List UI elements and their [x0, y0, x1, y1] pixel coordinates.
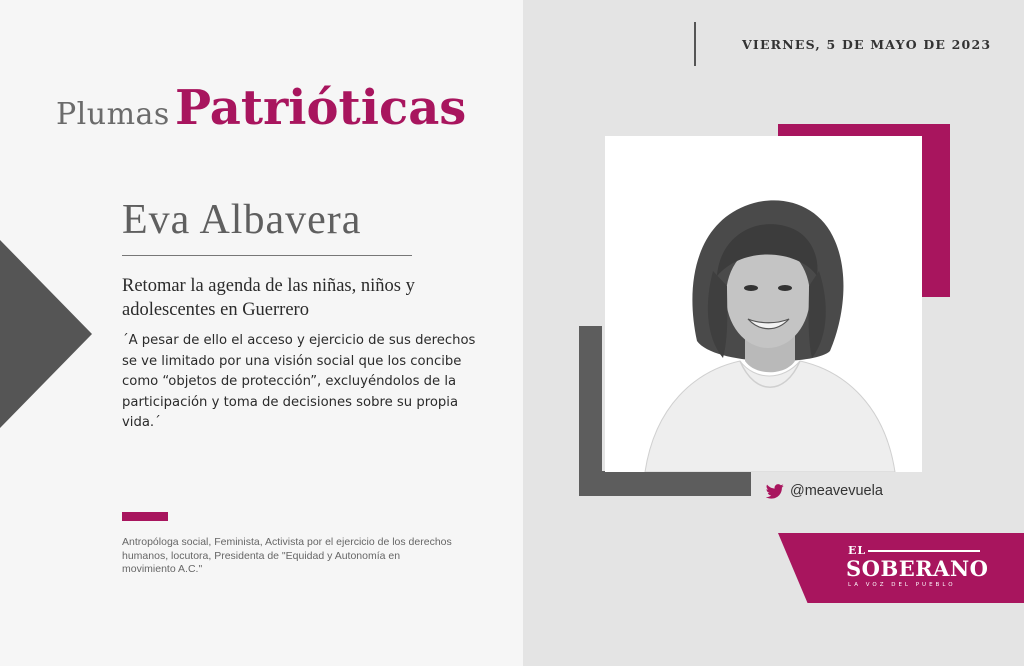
logo-tagline: LA VOZ DEL PUEBLO: [848, 582, 956, 588]
publication-date: VIERNES, 5 DE MAYO DE 2023: [742, 37, 992, 52]
twitter-bird-icon: [766, 484, 784, 499]
decorative-triangle: [0, 240, 92, 428]
article-headline: Retomar la agenda de las niñas, niños y adolescentes en Guerrero: [122, 276, 415, 320]
twitter-handle-row[interactable]: [766, 483, 883, 499]
author-name: Eva Albavera: [122, 197, 362, 243]
column-title: [56, 80, 466, 136]
article-quote: ´A pesar de ello el acceso y ejercicio de sus derechos se ve limitado por una visión social que los concibe como “objetos de protección”, excluyéndolos de la participación y toma de decisiones sobre su propia vida.´: [122, 333, 476, 430]
author-portrait-illustration: [605, 136, 922, 472]
author-bio: Antropóloga social, Feminista, Activista por el ejercicio de los derechos humanos, locutora, Presidenta de "Equidad y Autonomía en movimiento A.C.": [122, 536, 452, 575]
column-title-patrioticas: Patrióticas: [174, 80, 467, 136]
author-underline: [122, 255, 412, 256]
bio-accent-bar: [122, 512, 168, 521]
logo-rule: [868, 550, 980, 552]
author-photo: [605, 136, 922, 472]
twitter-handle-text: @meavevuela: [790, 483, 883, 499]
column-title-plumas: Plumas: [56, 97, 170, 132]
date-divider: [694, 22, 696, 66]
logo-prefix: EL: [848, 544, 867, 557]
logo-name: SOBERANO: [846, 556, 989, 581]
